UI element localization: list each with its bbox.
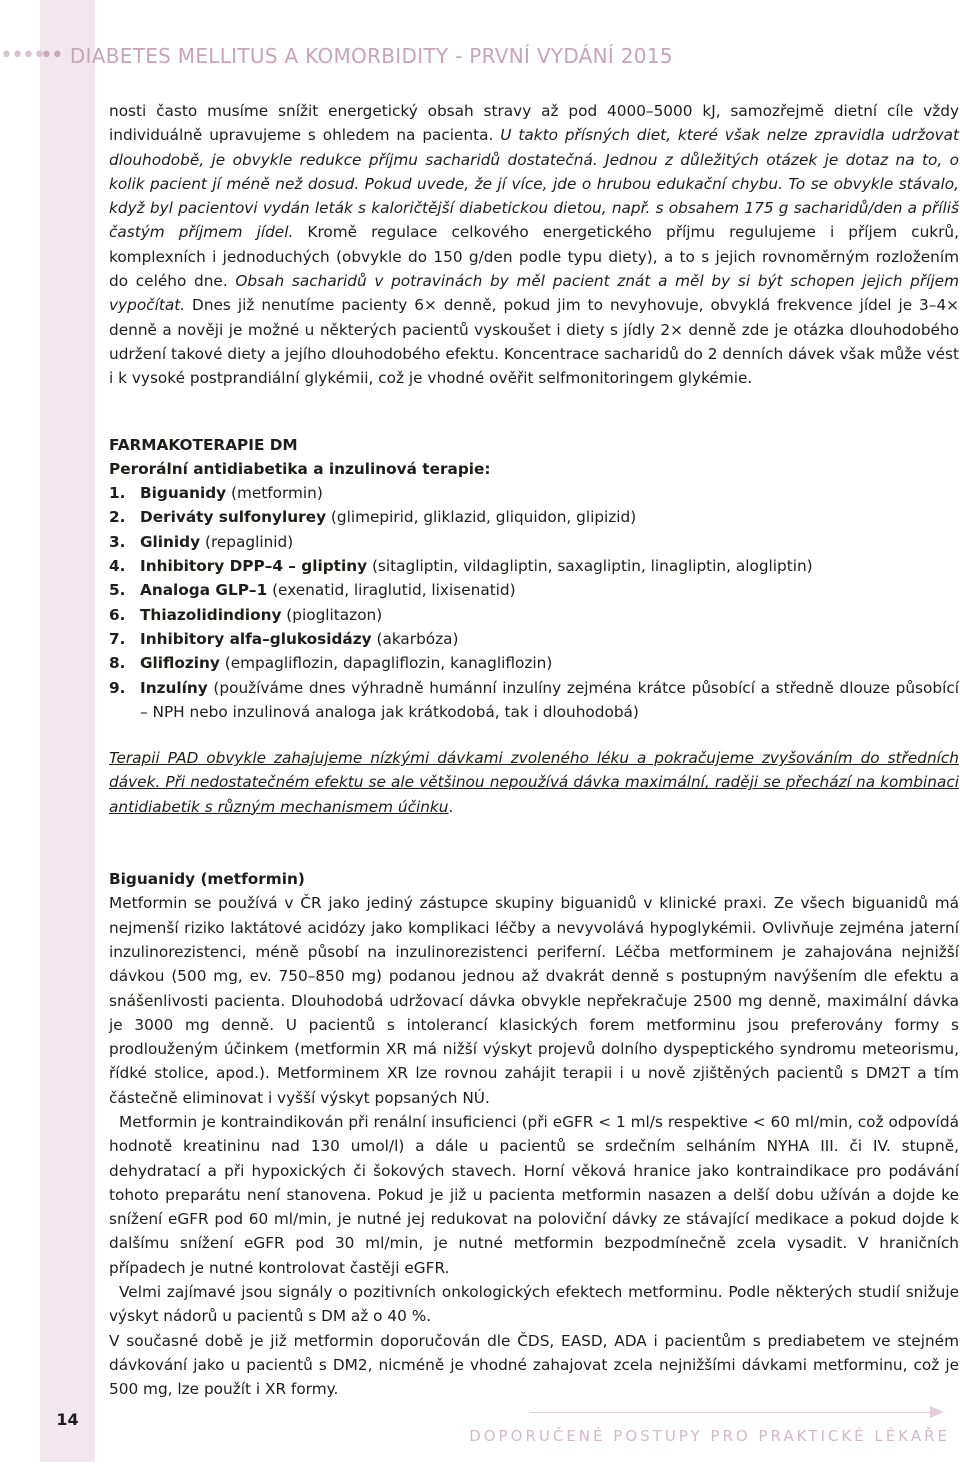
list-item bbox=[109, 505, 959, 529]
list-item-desc: (glimepirid, gliklazid, gliquidon, glipizid) bbox=[326, 508, 637, 527]
list-item-number: 4. bbox=[109, 557, 126, 576]
subheading-pad: Perorální antidiabetika a inzulinová terapie: bbox=[109, 459, 491, 478]
list-item-name: Inzulíny bbox=[140, 678, 208, 697]
intro-paragraph bbox=[109, 99, 959, 391]
list-item bbox=[109, 530, 959, 554]
therapy-note-text: Terapii PAD obvykle zahajujeme nízkými dávkami zvoleného léku a pokračujeme zvyšováním do středních dávek. Při nedostatečném efektu se ale většinou nepoužívá dávka maximální, raději se přechází na kombinaci antidiabetik s různým mechanismem účinku bbox=[109, 749, 959, 816]
therapy-note bbox=[109, 746, 959, 819]
list-item-number: 1. bbox=[109, 484, 126, 503]
list-item bbox=[109, 627, 959, 651]
list-item-name: Deriváty sulfonylurey bbox=[140, 508, 327, 527]
section-heading-farmakoterapie: FARMAKOTERAPIE DM bbox=[109, 435, 298, 454]
list-item-name: Glifloziny bbox=[140, 654, 220, 673]
list-item bbox=[109, 481, 959, 505]
list-item-name: Biguanidy bbox=[140, 484, 227, 503]
list-item-number: 3. bbox=[109, 532, 126, 551]
intro-text-italic-2: Obsah sacharidů v potravinách by měl pacient znát a měl by si být schopen jejich příjem vypočítat. bbox=[109, 272, 959, 315]
list-item-number: 6. bbox=[109, 605, 126, 624]
list-item-number: 7. bbox=[109, 629, 126, 648]
list-item bbox=[109, 578, 959, 602]
intro-text-italic-1: U takto přísných diet, které však nelze zpravidla udržovat dlouhodobě, je obvykle redukce příjmu sacharidů dostatečná. Jednou z důležitých otázek je dotaz na to, o kolik pacient jí méně než dosud. Pokud uvede, že jí více, jde o hrubou edukační chybu. To se obvykle stávalo, když byl pacientovi vydán leták s kaloričtější diabetickou dietou, např. s obsahem 175 g sacharidů/den a příliš častým příjmem jídel. bbox=[109, 126, 959, 242]
list-item-desc: (pioglitazon) bbox=[281, 605, 383, 624]
list-item bbox=[109, 651, 959, 675]
list-item-desc: (exenatid, liraglutid, lixisenatid) bbox=[267, 581, 516, 600]
running-header bbox=[0, 42, 673, 70]
list-item-number: 2. bbox=[109, 508, 126, 527]
list-item-desc: (sitagliptin, vildagliptin, saxagliptin, linagliptin, alogliptin) bbox=[367, 557, 813, 576]
biguanidy-paragraph-2: Metformin je kontraindikován při renální insuficienci (při eGFR < 1 ml/s respektive < 60 ml/min, což odpovídá hodnotě kreatininu nad 130 umol/l) a dále u pacientů se srdečním selháním NYHA III. či IV. stupně, dehydratací a při hypoxických či šokových stavech. Horní věková hranice jako kontraindikace pro podávání tohoto preparátu není stanovena. Pokud je již u pacienta metformin nasazen a delší dobu užíván a dojde ke snížení eGFR pod 60 ml/min, je nutné jej redukovat na poloviční dávky ze stávající medikace a pokud dojde k dalšímu snížení eGFR pod 30 ml/min, je nutné metformin bezpodmínečně zcela vysadit. V hraničních případech je nutné kontrolovat častěji eGFR. bbox=[109, 1112, 959, 1277]
footer-rule bbox=[530, 1412, 930, 1413]
list-item bbox=[109, 603, 959, 627]
intro-text-1: nosti často musíme snížit energetický obsah stravy až pod 4000–5000 kJ, samozřejmě dietní cíle vždy individuálně upravujeme s ohledem na pacienta. bbox=[109, 102, 959, 145]
page-number: 14 bbox=[56, 1410, 79, 1429]
intro-text-3: Dnes již nenutíme pacienty 6× denně, pokud jim to nevyhovuje, obvyklá frekvence jídel je 3–4× denně a nověji je možné u některých pacientů vyskoušet i diety s jídly 2× denně zde je otázka dlouhodobého udržení takové diety a jejího dlouhodobého efektu. Koncentrace sacharidů do 2 denních dávek však může vést i k vysoké postprandiální glykémii, což je vhodné ověřit selfmonitoringem glykémie. bbox=[109, 296, 959, 388]
page-content bbox=[109, 99, 959, 1402]
list-item-desc: (používáme dnes výhradně humánní inzulíny zejména krátce působící a středně dlouze působící – NPH nebo inzulinová analoga jak krátkodobá, tak i dlouhodobá) bbox=[140, 678, 959, 721]
list-item-name: Inhibitory alfa–glukosidázy bbox=[140, 629, 372, 648]
header-dots-dark: •• bbox=[39, 43, 62, 68]
list-item-desc: (repaglinid) bbox=[200, 532, 294, 551]
list-item-desc: (metformin) bbox=[226, 484, 323, 503]
biguanidy-paragraph-3: Velmi zajímavé jsou signály o pozitivních onkologických efektech metforminu. Podle některých studií snižuje výskyt nádorů u pacientů s DM až o 40 %. bbox=[109, 1283, 959, 1326]
header-dots-light: •••• bbox=[0, 43, 44, 68]
list-item-name: Analoga GLP–1 bbox=[140, 581, 268, 600]
list-item-number: 9. bbox=[109, 678, 126, 697]
biguanidy-paragraph-1: Metformin se používá v ČR jako jediný zástupce skupiny biguanidů v klinické praxi. Ze všech biguanidů má nejmenší riziko laktátové acidózy jako komplikaci léčby a nevyvolává hypoglykémii. Ovlivňuje zejména jaterní inzulinorezistenci, méně působí na inzulinorezistenci periferní. Léčba metforminem je zahajována nejnižší dávkou (500 mg, ev. 750–850 mg) podanou jednou až dvakrát denně s postupným navýšením dle efektu a snášenlivosti pacienta. Dlouhodobá udržovací dávka obvykle nepřekračuje 2500 mg denně, maximální dávka je 3000 mg denně. U pacientů s intolerancí klasických forem metforminu jsou preferovány formy s prodlouženým účinkem (metformin XR má nižší výskyt projevů dolního dyspeptického syndromu meteorismu, řídké stolice, apod.). Metforminem XR lze rovnou zahájit terapii i u nově zjištěných pacientů s DM2T a tím částečně eliminovat i vyšší výskyt popsaných NÚ. bbox=[109, 894, 959, 1107]
section-heading-biguanidy: Biguanidy (metformin) bbox=[109, 870, 305, 889]
footer-arrow-icon bbox=[930, 1406, 944, 1418]
biguanidy-paragraph-4: V současné době je již metformin doporučován dle ČDS, EASD, ADA i pacientům s prediabetem ve stejném dávkování jako u pacientů s DM2, nicméně je vhodné zahajovat zcela nejnižšími dávkami metforminu, což je 500 mg, lze použít i XR formy. bbox=[109, 1331, 959, 1399]
list-item bbox=[109, 554, 959, 578]
list-item-desc: (empagliflozin, dapagliflozin, kanagliflozin) bbox=[219, 654, 553, 673]
list-item bbox=[109, 676, 959, 725]
list-item-name: Thiazolidindiony bbox=[140, 605, 282, 624]
list-item-name: Inhibitory DPP–4 – gliptiny bbox=[140, 557, 368, 576]
header-title: DIABETES MELLITUS A KOMORBIDITY - PRVNÍ VYDÁNÍ 2015 bbox=[69, 44, 673, 68]
list-item-name: Glinidy bbox=[140, 532, 201, 551]
list-item-number: 8. bbox=[109, 654, 126, 673]
list-item-number: 5. bbox=[109, 581, 126, 600]
therapy-note-end: . bbox=[448, 797, 454, 816]
list-item-desc: (akarbóza) bbox=[371, 629, 459, 648]
intro-text-2: Kromě regulace celkového energetického příjmu regulujeme i příjem cukrů, komplexních i jednoduchých (obvykle do 150 g/den podle typu diety), a to s jejich rovnoměrným rozložením do celého dne. bbox=[109, 223, 959, 291]
page-sidebar-band bbox=[40, 0, 95, 1462]
footer-title: DOPORUČENÉ POSTUPY PRO PRAKTICKÉ LÉKAŘE bbox=[469, 1427, 950, 1445]
drug-class-list bbox=[109, 481, 959, 724]
